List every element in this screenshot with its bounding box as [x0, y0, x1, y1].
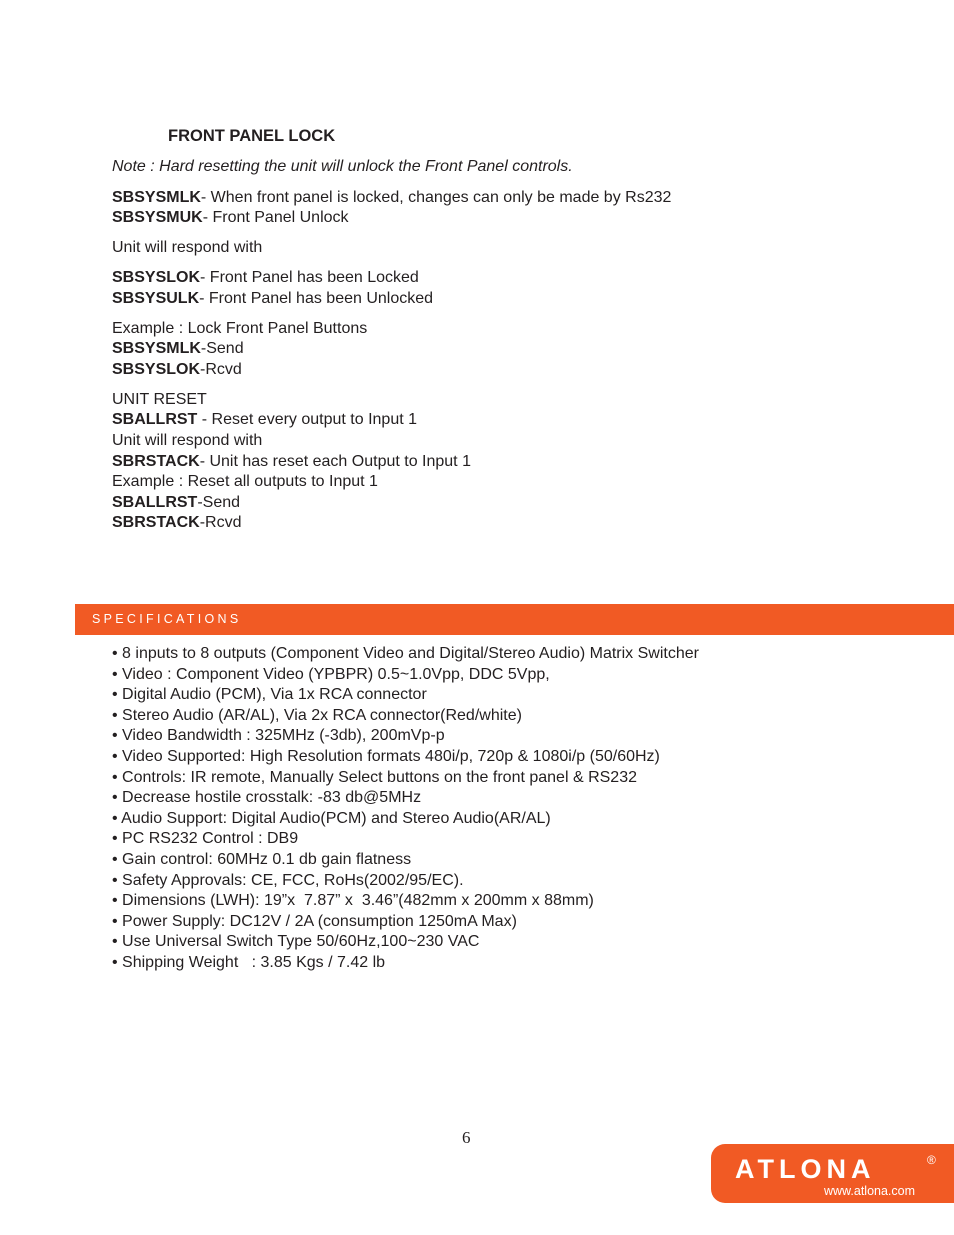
command-line: [112, 493, 240, 513]
spec-item: • Shipping Weight : 3.85 Kgs / 7.42 lb: [112, 953, 386, 971]
command-code: SBALLRST: [112, 494, 198, 511]
command-line: [112, 268, 419, 288]
command-line: [112, 339, 244, 359]
logo-url: www.atlona.com: [824, 1184, 916, 1198]
spec-item: • Use Universal Switch Type 50/60Hz,100~230 VAC: [112, 933, 480, 951]
command-code: SBALLRST: [112, 411, 198, 428]
spec-item: • Video Bandwidth : 325MHz (-3db), 200mVp-p: [112, 727, 445, 745]
command-line: [112, 431, 262, 451]
spec-item: • Decrease hostile crosstalk: -83 db@5MHz: [112, 789, 422, 807]
command-desc: Example : Lock Front Panel Buttons: [112, 320, 368, 337]
command-line: [112, 410, 417, 430]
command-line: [112, 513, 241, 533]
command-code: SBRSTACK: [112, 514, 200, 531]
command-desc: - Unit has reset each Output to Input 1: [199, 453, 471, 470]
specifications-title: SPECIFICATIONS: [92, 612, 242, 626]
command-code: SBSYSLOK: [112, 269, 201, 286]
spec-item: • Video Supported: High Resolution formats 480i/p, 720p & 1080i/p (50/60Hz): [112, 747, 660, 765]
command-desc: -Send: [197, 494, 241, 511]
registered-mark: ®: [927, 1153, 936, 1167]
spec-item: • Controls: IR remote, Manually Select buttons on the front panel & RS232: [112, 768, 637, 786]
command-line: [112, 360, 242, 380]
command-desc: - Front Panel has been Unlocked: [199, 290, 434, 307]
command-code: SBSYSLOK: [112, 361, 201, 378]
command-code: SBSYSULK: [112, 290, 200, 307]
spec-item: • Power Supply: DC12V / 2A (consumption 1250mA Max): [112, 912, 517, 930]
command-code: SBSYSMUK: [112, 209, 203, 226]
command-desc: Unit will respond with: [112, 432, 263, 449]
specifications-banner: [75, 604, 954, 635]
command-line: [112, 289, 433, 309]
command-code: SBRSTACK: [112, 453, 200, 470]
spec-item: • Stereo Audio (AR/AL), Via 2x RCA connector(Red/white): [112, 706, 522, 724]
command-code: SBSYSMLK: [112, 189, 201, 206]
command-line: [112, 472, 378, 492]
command-desc: - Front Panel has been Locked: [200, 269, 419, 286]
command-desc: Unit will respond with: [112, 239, 263, 256]
spec-item: • Audio Support: Digital Audio(PCM) and Stereo Audio(AR/AL): [112, 809, 551, 827]
spec-item: • Safety Approvals: CE, FCC, RoHs(2002/95/EC).: [112, 871, 464, 889]
command-line: [112, 188, 671, 208]
spec-item: • PC RS232 Control : DB9: [112, 830, 299, 848]
command-desc: - Front Panel Unlock: [202, 209, 349, 226]
command-desc: -Send: [200, 340, 244, 357]
note-text: Note : Hard resetting the unit will unlock the Front Panel controls.: [112, 158, 573, 175]
atlona-logo: [711, 1144, 954, 1203]
command-line: [112, 208, 349, 228]
command-desc: UNIT RESET: [112, 391, 207, 408]
section-heading: FRONT PANEL LOCK: [168, 127, 336, 145]
command-code: SBSYSMLK: [112, 340, 201, 357]
command-line: [112, 452, 471, 472]
command-line: [112, 319, 367, 339]
spec-item: • Digital Audio (PCM), Via 1x RCA connector: [112, 686, 427, 704]
spec-item: • Video : Component Video (YPBPR) 0.5~1.0Vpp, DDC 5Vpp,: [112, 665, 550, 683]
command-desc: - When front panel is locked, changes can only be made by Rs232: [200, 189, 672, 206]
specifications-list: [112, 644, 699, 974]
command-desc: -Rcvd: [200, 361, 242, 378]
command-line: [112, 238, 262, 258]
command-desc: -Rcvd: [199, 514, 242, 531]
page-number: 6: [462, 1128, 471, 1147]
command-desc: - Reset every output to Input 1: [197, 411, 418, 428]
command-line: [112, 390, 207, 410]
spec-item: • Dimensions (LWH): 19”x 7.87” x 3.46”(482mm x 200mm x 88mm): [112, 892, 594, 910]
spec-item: • 8 inputs to 8 outputs (Component Video and Digital/Stereo Audio) Matrix Switcher: [112, 645, 699, 662]
spec-item: • Gain control: 60MHz 0.1 db gain flatness: [112, 850, 412, 868]
logo-wordmark: ATLONA: [735, 1154, 876, 1184]
command-desc: Example : Reset all outputs to Input 1: [112, 473, 378, 490]
